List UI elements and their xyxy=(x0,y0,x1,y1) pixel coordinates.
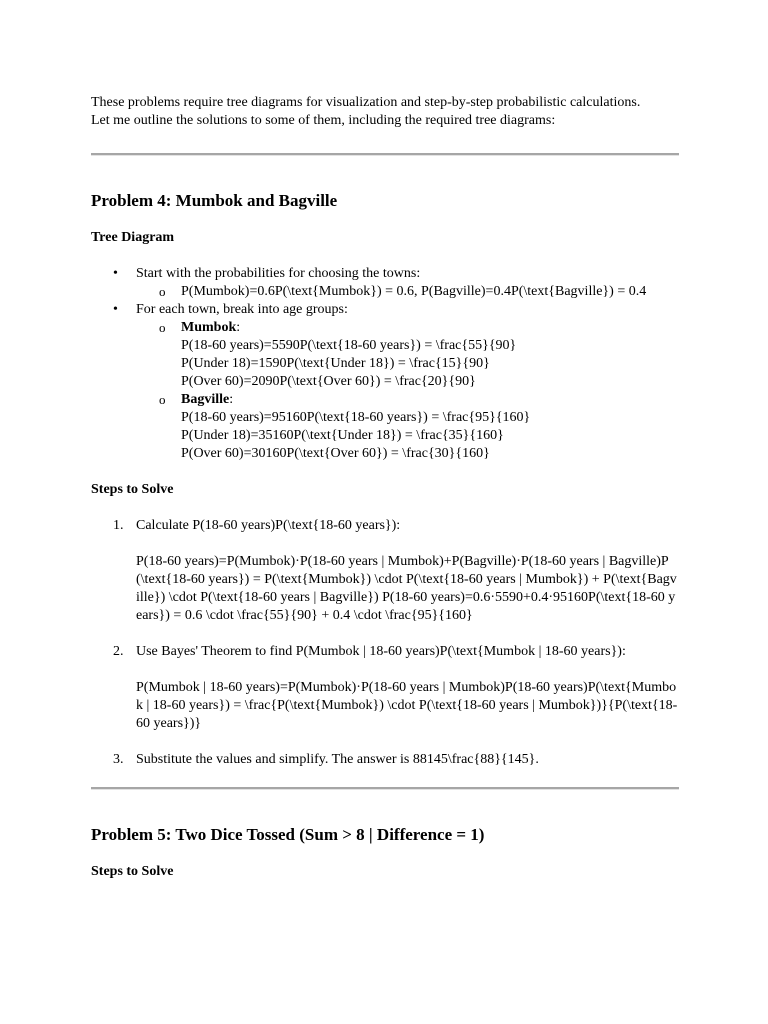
step-text: Substitute the values and simplify. The answer is 88145\frac{88}{145}. xyxy=(136,752,539,767)
intro-paragraph: These problems require tree diagrams for visualization and step-by-step probabilistic calculations. Let me outline the solutions to some of them, including the required tree diagrams: xyxy=(91,95,641,128)
step-text: Calculate P(18-60 years)P(\text{18-60 years}): xyxy=(136,518,401,533)
mumbok-line: P(Over 60)=2090P(\text{Over 60}) = \frac{20}{90} xyxy=(181,374,476,389)
step-formula: P(Mumbok | 18-60 years)=P(Mumbok)·P(18-60 years | Mumbok)P(18-60 years)P(\text{Mumbok | 18-60 years}) = \frac{P(\text{Mumbok}) \cdot P(\text{18-60 years | Mumbok})}{P(\text{18-60 years})} xyxy=(136,680,678,731)
steps-heading: Steps to Solve xyxy=(91,864,174,879)
step-number: 3. xyxy=(113,752,124,767)
mumbok-line: P(18-60 years)=5590P(\text{18-60 years}) = \frac{55}{90} xyxy=(181,338,517,353)
bagville-line: P(Under 18)=35160P(\text{Under 18}) = \frac{35}{160} xyxy=(181,428,504,443)
document-body xyxy=(91,94,679,881)
bullet-text: • Start with the probabilities for choosing the towns: xyxy=(136,266,421,281)
step-number: 1. xyxy=(113,518,124,533)
step-number: 2. xyxy=(113,644,124,659)
tree-diagram-list xyxy=(91,265,679,463)
list-item xyxy=(91,643,679,733)
bagville-line: P(Over 60)=30160P(\text{Over 60}) = \frac{30}{160} xyxy=(181,446,490,461)
steps-list xyxy=(91,517,679,769)
steps-heading: Steps to Solve xyxy=(91,482,174,497)
step-formula: P(18-60 years)=P(Mumbok)·P(18-60 years | Mumbok)+P(Bagville)·P(18-60 years | Bagville)P(\text{18-60 years}) = P(\text{Mumbok}) \cdot P(\text{18-60 years | Mumbok}) + P(\text{Bagville}) \cdot P(\text{18-60 years | Bagville}) P(18-60 years)=0.6·5590+0.4·95160P(\text{18-60 years}) = 0.6 \cdot \frac{55}{90} + 0.4 \cdot \frac{95}{160} xyxy=(136,554,677,623)
sub-list xyxy=(136,283,679,301)
problem-4-title: Problem 4: Mumbok and Bagville xyxy=(91,191,338,210)
bullet-text: • For each town, break into age groups: xyxy=(136,302,348,317)
step-text: Use Bayes' Theorem to find P(Mumbok | 18-60 years)P(\text{Mumbok | 18-60 years}): xyxy=(136,644,626,659)
mumbok-label: Mumbok xyxy=(181,320,237,335)
list-item xyxy=(91,265,679,301)
label-colon: : xyxy=(236,320,241,335)
list-item xyxy=(136,391,679,463)
town-probabilities: P(Mumbok)=0.6P(\text{Mumbok}) = 0.6, P(Bagville)=0.4P(\text{Bagville}) = 0.4 xyxy=(181,284,647,299)
list-item xyxy=(91,751,679,769)
tree-diagram-heading: Tree Diagram xyxy=(91,230,175,245)
mumbok-line: P(Under 18)=1590P(\text{Under 18}) = \frac{15}{90} xyxy=(181,356,490,371)
list-item xyxy=(91,517,679,625)
list-item xyxy=(136,283,679,301)
list-item xyxy=(136,319,679,391)
sub-list xyxy=(136,319,679,463)
list-item xyxy=(91,301,679,463)
bagville-line: P(18-60 years)=95160P(\text{18-60 years}) = \frac{95}{160} xyxy=(181,410,531,425)
label-colon: : xyxy=(229,392,234,407)
problem-5-title: Problem 5: Two Dice Tossed (Sum > 8 | Difference = 1) xyxy=(91,825,485,844)
bagville-label: Bagville xyxy=(181,392,230,407)
